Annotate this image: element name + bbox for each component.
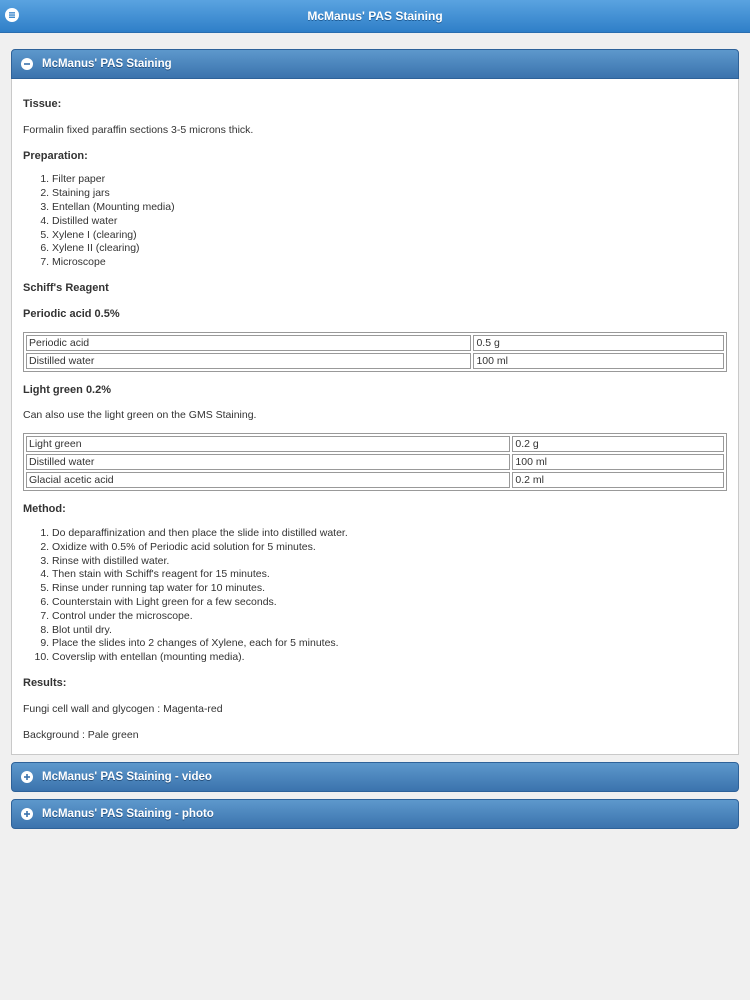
periodic-heading: Periodic acid 0.5%	[23, 307, 120, 320]
main-content	[0, 33, 750, 829]
table-row	[26, 353, 724, 369]
table-cell: Periodic acid	[26, 335, 471, 351]
table-cell: 100 ml	[473, 353, 724, 369]
plus-icon	[21, 771, 33, 783]
list-item: 2. Staining jars	[52, 187, 727, 201]
minus-icon	[21, 58, 33, 70]
list-item: 5. Rinse under running tap water for 10 minutes.	[52, 582, 727, 596]
light-green-heading: Light green 0.2%	[23, 383, 112, 396]
list-item: 7. Control under the microscope.	[52, 610, 727, 624]
list-item: 3. Rinse with distilled water.	[52, 555, 727, 569]
panel-header-photo[interactable]	[11, 799, 739, 829]
table-row	[26, 454, 724, 470]
list-item: 6. Xylene II (clearing)	[52, 242, 727, 256]
tissue-text: Formalin fixed paraffin sections 3-5 microns thick.	[23, 123, 254, 136]
list-item: 2. Oxidize with 0.5% of Periodic acid solution for 5 minutes.	[52, 541, 727, 555]
table-cell: Distilled water	[26, 353, 471, 369]
table-row	[26, 436, 724, 452]
list-item: 5. Xylene I (clearing)	[52, 229, 727, 243]
plus-icon	[21, 808, 33, 820]
panel-title: McManus' PAS Staining - video	[42, 771, 212, 784]
table-cell: Light green	[26, 436, 510, 452]
list-item: 9. Place the slides into 2 changes of Xylene, each for 5 minutes.	[52, 637, 727, 651]
table-cell: 0.5 g	[473, 335, 724, 351]
method-heading: Method:	[23, 503, 66, 516]
list-item: 6. Counterstain with Light green for a few seconds.	[52, 596, 727, 610]
list-item: 8. Blot until dry.	[52, 624, 727, 638]
results-heading: Results:	[23, 676, 67, 689]
table-cell: Glacial acetic acid	[26, 472, 510, 488]
method-list	[23, 527, 727, 665]
menu-icon	[8, 11, 16, 19]
table-cell: 0.2 g	[512, 436, 724, 452]
list-item: 4. Then stain with Schiff's reagent for 15 minutes.	[52, 568, 727, 582]
app-title: McManus' PAS Staining	[307, 9, 443, 23]
schiff-heading: Schiff's Reagent	[23, 281, 109, 294]
light-green-table	[23, 433, 727, 491]
panel-photo	[11, 799, 739, 829]
list-item: 4. Distilled water	[52, 215, 727, 229]
list-item: 10. Coverslip with entellan (mounting media).	[52, 651, 727, 665]
light-green-note: Can also use the light green on the GMS Staining.	[23, 409, 257, 422]
panel-body-staining	[11, 79, 739, 755]
tissue-heading: Tissue:	[23, 98, 62, 110]
top-bar	[0, 0, 750, 33]
panel-header-video[interactable]	[11, 762, 739, 792]
table-row	[26, 472, 724, 488]
preparation-heading: Preparation:	[23, 149, 88, 162]
table-cell: Distilled water	[26, 454, 510, 470]
menu-button[interactable]	[5, 8, 19, 22]
preparation-list	[23, 173, 727, 270]
periodic-acid-table	[23, 332, 727, 372]
result-text: Fungi cell wall and glycogen : Magenta-red	[23, 702, 223, 715]
panel-header-staining[interactable]	[11, 49, 739, 79]
list-item: 3. Entellan (Mounting media)	[52, 201, 727, 215]
panel-title: McManus' PAS Staining - photo	[42, 808, 214, 821]
list-item: 1. Do deparaffinization and then place the slide into distilled water.	[52, 527, 727, 541]
table-row	[26, 335, 724, 351]
result-text: Background : Pale green	[23, 728, 139, 741]
panel-staining	[11, 49, 739, 755]
table-cell: 100 ml	[512, 454, 724, 470]
panel-video	[11, 762, 739, 792]
panel-title: McManus' PAS Staining	[42, 58, 172, 70]
table-cell: 0.2 ml	[512, 472, 724, 488]
list-item: 7. Microscope	[52, 256, 727, 270]
list-item: 1. Filter paper	[52, 173, 727, 187]
